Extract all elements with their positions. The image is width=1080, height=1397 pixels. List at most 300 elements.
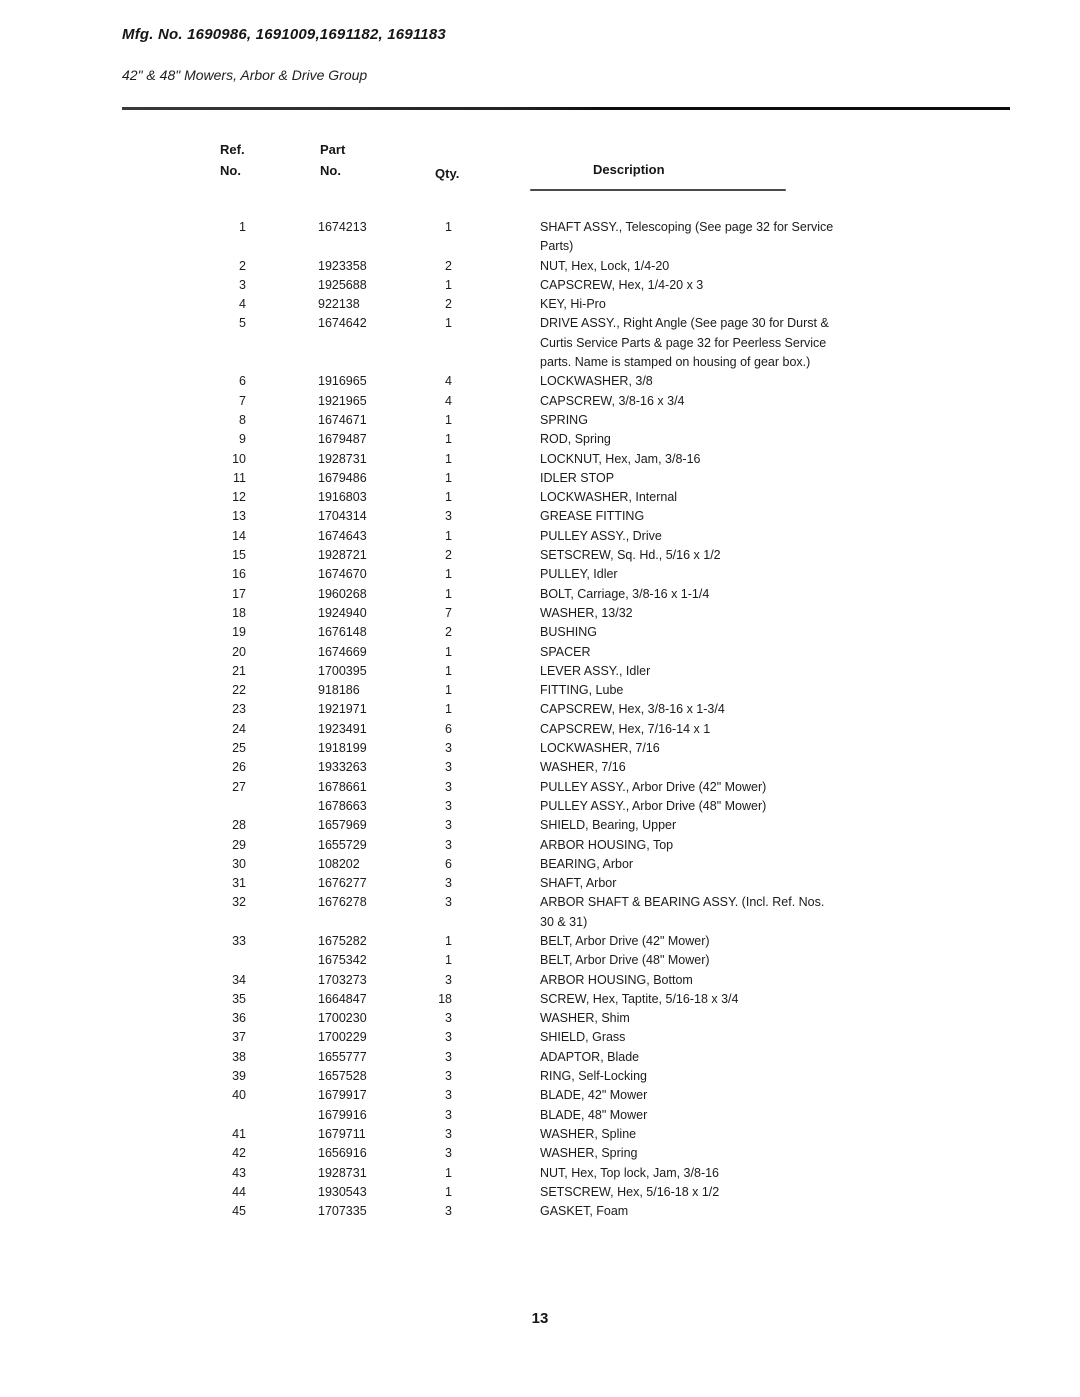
qty-cell: 3 bbox=[445, 760, 452, 775]
table-row bbox=[122, 430, 1022, 449]
part-no-cell: 1918199 bbox=[318, 741, 367, 756]
parts-table-header bbox=[122, 140, 1022, 196]
description-cell bbox=[540, 758, 1022, 777]
ref-no-cell bbox=[122, 1106, 248, 1125]
ref-no-cell: 39 bbox=[232, 1069, 246, 1084]
description-cell bbox=[540, 392, 1022, 411]
ref-no-cell: 30 bbox=[232, 856, 246, 871]
spacer-cell bbox=[458, 604, 540, 623]
ref-no-cell: 8 bbox=[239, 412, 246, 427]
description-line: CAPSCREW, Hex, 3/8-16 x 1-3/4 bbox=[540, 702, 725, 717]
description-line: BUSHING bbox=[540, 625, 597, 640]
qty-cell: 3 bbox=[445, 1204, 452, 1219]
description-cell bbox=[540, 778, 1022, 797]
description-cell bbox=[540, 990, 1022, 1009]
part-no-cell: 1676278 bbox=[318, 895, 367, 910]
qty-cell: 2 bbox=[445, 548, 452, 563]
part-no-cell: 1674642 bbox=[318, 316, 367, 331]
ref-no-cell: 20 bbox=[232, 644, 246, 659]
table-row bbox=[122, 488, 1022, 507]
spacer-cell bbox=[458, 971, 540, 990]
qty-cell: 1 bbox=[445, 528, 452, 543]
spacer-cell bbox=[458, 1106, 540, 1125]
part-no-cell: 1925688 bbox=[318, 277, 367, 292]
header-rule bbox=[122, 107, 1010, 110]
spacer-cell bbox=[458, 623, 540, 642]
column-header-part-no: Part bbox=[320, 142, 346, 157]
spacer-cell bbox=[458, 411, 540, 430]
qty-cell: 4 bbox=[445, 393, 452, 408]
part-no-cell: 1655777 bbox=[318, 1049, 367, 1064]
description-cell bbox=[540, 1144, 1022, 1163]
description-cell bbox=[540, 739, 1022, 758]
description-cell bbox=[540, 874, 1022, 893]
qty-cell: 3 bbox=[445, 741, 452, 756]
qty-cell: 3 bbox=[445, 818, 452, 833]
qty-cell: 1 bbox=[445, 412, 452, 427]
description-line: SCREW, Hex, Taptite, 5/16-18 x 3/4 bbox=[540, 991, 739, 1006]
description-line: RING, Self-Locking bbox=[540, 1069, 647, 1084]
qty-cell: 3 bbox=[445, 837, 452, 852]
table-row bbox=[122, 295, 1022, 314]
part-no-cell: 1923358 bbox=[318, 258, 367, 273]
qty-cell: 1 bbox=[445, 702, 452, 717]
part-no-cell: 1700229 bbox=[318, 1030, 367, 1045]
description-line: KEY, Hi-Pro bbox=[540, 297, 606, 312]
description-cell bbox=[540, 1009, 1022, 1028]
spacer-cell bbox=[458, 932, 540, 951]
qty-cell: 3 bbox=[445, 1011, 452, 1026]
qty-cell: 1 bbox=[445, 933, 452, 948]
spacer-cell bbox=[458, 1067, 540, 1086]
part-no-cell: 1679486 bbox=[318, 470, 367, 485]
ref-no-cell: 23 bbox=[232, 702, 246, 717]
description-cell bbox=[540, 507, 1022, 526]
part-no-cell: 1924940 bbox=[318, 605, 367, 620]
part-no-cell: 1703273 bbox=[318, 972, 367, 987]
table-row bbox=[122, 507, 1022, 526]
ref-no-cell: 19 bbox=[232, 625, 246, 640]
part-no-cell: 1676148 bbox=[318, 625, 367, 640]
description-line: ARBOR HOUSING, Top bbox=[540, 837, 674, 852]
description-cell bbox=[540, 951, 1022, 970]
ref-no-cell: 24 bbox=[232, 721, 246, 736]
description-line: CAPSCREW, 3/8-16 x 3/4 bbox=[540, 393, 685, 408]
spacer-cell bbox=[458, 797, 540, 816]
part-no-cell: 1679487 bbox=[318, 432, 367, 447]
spacer-cell bbox=[458, 392, 540, 411]
description-cell bbox=[540, 295, 1022, 314]
parts-table-body bbox=[122, 218, 1022, 1221]
ref-no-cell: 21 bbox=[232, 663, 246, 678]
table-row bbox=[122, 276, 1022, 295]
description-line: SPRING bbox=[540, 412, 588, 427]
description-line: CAPSCREW, Hex, 7/16-14 x 1 bbox=[540, 721, 711, 736]
description-underline bbox=[530, 189, 786, 191]
description-line: ROD, Spring bbox=[540, 432, 611, 447]
part-no-cell: 1923491 bbox=[318, 721, 367, 736]
ref-no-cell: 29 bbox=[232, 837, 246, 852]
ref-no-cell: 13 bbox=[232, 509, 246, 524]
description-line: BELT, Arbor Drive (42" Mower) bbox=[540, 933, 710, 948]
table-row bbox=[122, 1183, 1022, 1202]
part-no-cell: 1933263 bbox=[318, 760, 367, 775]
description-line: SHIELD, Bearing, Upper bbox=[540, 818, 677, 833]
spacer-cell bbox=[458, 314, 540, 372]
description-line: BOLT, Carriage, 3/8-16 x 1-1/4 bbox=[540, 586, 710, 601]
part-no-cell: 1921965 bbox=[318, 393, 367, 408]
qty-cell: 3 bbox=[445, 1030, 452, 1045]
qty-cell: 18 bbox=[438, 991, 452, 1006]
ref-no-cell: 33 bbox=[232, 933, 246, 948]
part-no-cell: 1676277 bbox=[318, 876, 367, 891]
table-row bbox=[122, 893, 1022, 932]
description-cell bbox=[540, 604, 1022, 623]
ref-no-cell: 45 bbox=[232, 1204, 246, 1219]
qty-cell: 3 bbox=[445, 509, 452, 524]
ref-no-cell: 40 bbox=[232, 1088, 246, 1103]
description-line: WASHER, Spring bbox=[540, 1146, 638, 1161]
description-cell bbox=[540, 1106, 1022, 1125]
description-cell bbox=[540, 585, 1022, 604]
qty-cell: 2 bbox=[445, 297, 452, 312]
part-no-cell: 1674213 bbox=[318, 220, 367, 234]
qty-cell: 3 bbox=[445, 1126, 452, 1141]
table-row bbox=[122, 662, 1022, 681]
description-cell bbox=[540, 1202, 1022, 1221]
spacer-cell bbox=[458, 430, 540, 449]
table-row bbox=[122, 604, 1022, 623]
description-line: parts. Name is stamped on housing of gear box.) bbox=[540, 355, 811, 370]
description-cell bbox=[540, 1183, 1022, 1202]
qty-cell: 1 bbox=[445, 316, 452, 331]
column-header-qty: Qty. bbox=[435, 166, 460, 181]
part-no-cell: 1678661 bbox=[318, 779, 367, 794]
spacer-cell bbox=[458, 1028, 540, 1047]
ref-no-cell bbox=[122, 951, 248, 970]
ref-no-cell: 2 bbox=[239, 258, 246, 273]
ref-no-cell: 1 bbox=[239, 220, 246, 234]
ref-no-cell: 25 bbox=[232, 741, 246, 756]
description-line: WASHER, 13/32 bbox=[540, 605, 633, 620]
qty-cell: 1 bbox=[445, 1184, 452, 1199]
ref-no-cell: 11 bbox=[233, 470, 246, 485]
spacer-cell bbox=[458, 450, 540, 469]
part-no-cell: 1928731 bbox=[318, 451, 367, 466]
qty-cell: 1 bbox=[445, 470, 452, 485]
spacer-cell bbox=[458, 874, 540, 893]
qty-cell: 1 bbox=[445, 451, 452, 466]
description-line: LEVER ASSY., Idler bbox=[540, 663, 651, 678]
qty-cell: 3 bbox=[445, 1088, 452, 1103]
document-header bbox=[122, 26, 1022, 83]
part-no-cell: 1657528 bbox=[318, 1069, 367, 1084]
ref-no-cell: 15 bbox=[232, 548, 246, 563]
ref-no-cell: 35 bbox=[232, 991, 246, 1006]
ref-no-cell: 10 bbox=[232, 451, 246, 466]
spacer-cell bbox=[458, 1086, 540, 1105]
description-line: CAPSCREW, Hex, 1/4-20 x 3 bbox=[540, 277, 704, 292]
qty-cell: 1 bbox=[445, 220, 452, 234]
table-row bbox=[122, 469, 1022, 488]
part-no-cell: 1960268 bbox=[318, 586, 367, 601]
description-line: BLADE, 48" Mower bbox=[540, 1107, 648, 1122]
description-line: PULLEY ASSY., Drive bbox=[540, 528, 662, 543]
description-line: SHAFT, Arbor bbox=[540, 876, 617, 891]
table-row bbox=[122, 758, 1022, 777]
ref-no-cell: 38 bbox=[232, 1049, 246, 1064]
qty-cell: 2 bbox=[445, 258, 452, 273]
spacer-cell bbox=[458, 739, 540, 758]
part-no-cell: 1678663 bbox=[318, 798, 367, 813]
description-cell bbox=[540, 797, 1022, 816]
spacer-cell bbox=[458, 758, 540, 777]
qty-cell: 3 bbox=[445, 1049, 452, 1064]
description-cell bbox=[540, 450, 1022, 469]
description-cell bbox=[540, 411, 1022, 430]
part-no-cell: 1656916 bbox=[318, 1146, 367, 1161]
part-no-cell: 1679916 bbox=[318, 1107, 367, 1122]
table-row bbox=[122, 778, 1022, 797]
ref-no-cell: 6 bbox=[239, 374, 246, 389]
ref-no-cell: 18 bbox=[232, 605, 246, 620]
description-line: SHAFT ASSY., Telescoping (See page 32 for Service bbox=[540, 220, 834, 234]
description-cell bbox=[540, 565, 1022, 584]
ref-no-cell: 44 bbox=[232, 1184, 246, 1199]
description-cell bbox=[540, 643, 1022, 662]
ref-no-cell: 27 bbox=[232, 779, 246, 794]
description-line: BEARING, Arbor bbox=[540, 856, 634, 871]
spacer-cell bbox=[458, 276, 540, 295]
description-cell bbox=[540, 1028, 1022, 1047]
table-row bbox=[122, 257, 1022, 276]
description-cell bbox=[540, 662, 1022, 681]
ref-no-cell: 34 bbox=[232, 972, 246, 987]
qty-cell: 4 bbox=[445, 374, 452, 389]
table-row bbox=[122, 527, 1022, 546]
table-row bbox=[122, 971, 1022, 990]
table-row bbox=[122, 314, 1022, 372]
description-cell bbox=[540, 623, 1022, 642]
description-cell bbox=[540, 1125, 1022, 1144]
table-row bbox=[122, 1009, 1022, 1028]
spacer-cell bbox=[458, 507, 540, 526]
table-row bbox=[122, 392, 1022, 411]
description-line: BLADE, 42" Mower bbox=[540, 1088, 648, 1103]
part-no-cell: 1664847 bbox=[318, 991, 367, 1006]
table-row bbox=[122, 218, 1022, 257]
table-row bbox=[122, 450, 1022, 469]
qty-cell: 1 bbox=[445, 490, 452, 505]
description-line: WASHER, 7/16 bbox=[540, 760, 626, 775]
description-line: SHIELD, Grass bbox=[540, 1030, 626, 1045]
table-row bbox=[122, 1048, 1022, 1067]
spacer-cell bbox=[458, 1125, 540, 1144]
column-header-ref-no: Ref. bbox=[220, 142, 245, 157]
spacer-cell bbox=[458, 836, 540, 855]
qty-cell: 6 bbox=[445, 721, 452, 736]
spacer-cell bbox=[458, 662, 540, 681]
mfg-number-line: Mfg. No. 1690986, 1691009,1691182, 1691183 bbox=[122, 26, 446, 43]
ref-no-cell: 36 bbox=[232, 1011, 246, 1026]
description-cell bbox=[540, 893, 1022, 932]
part-no-cell: 1657969 bbox=[318, 818, 367, 833]
description-line: ARBOR HOUSING, Bottom bbox=[540, 972, 693, 987]
ref-no-cell: 37 bbox=[232, 1030, 246, 1045]
ref-no-cell: 16 bbox=[232, 567, 246, 582]
spacer-cell bbox=[458, 218, 540, 257]
table-row bbox=[122, 990, 1022, 1009]
ref-no-cell: 32 bbox=[232, 895, 246, 910]
spacer-cell bbox=[458, 855, 540, 874]
spacer-cell bbox=[458, 565, 540, 584]
qty-cell: 3 bbox=[445, 1146, 452, 1161]
part-no-cell: 1674669 bbox=[318, 644, 367, 659]
part-no-cell: 1700395 bbox=[318, 663, 367, 678]
qty-cell: 1 bbox=[445, 432, 452, 447]
part-no-cell: 1930543 bbox=[318, 1184, 367, 1199]
ref-no-cell: 12 bbox=[232, 490, 246, 505]
spacer-cell bbox=[458, 700, 540, 719]
table-row bbox=[122, 1067, 1022, 1086]
ref-no-cell: 5 bbox=[239, 316, 246, 331]
column-header-description: Description bbox=[593, 162, 665, 177]
part-no-cell: 1655729 bbox=[318, 837, 367, 852]
spacer-cell bbox=[458, 1202, 540, 1221]
part-no-cell: 1675342 bbox=[318, 953, 367, 968]
description-cell bbox=[540, 720, 1022, 739]
description-line: PULLEY ASSY., Arbor Drive (42" Mower) bbox=[540, 779, 767, 794]
part-no-cell: 1921971 bbox=[318, 702, 367, 717]
description-line: ADAPTOR, Blade bbox=[540, 1049, 640, 1064]
spacer-cell bbox=[458, 778, 540, 797]
table-row bbox=[122, 1106, 1022, 1125]
description-line: GASKET, Foam bbox=[540, 1204, 629, 1219]
spacer-cell bbox=[458, 816, 540, 835]
description-cell bbox=[540, 1048, 1022, 1067]
ref-no-cell: 3 bbox=[239, 277, 246, 292]
table-row bbox=[122, 1125, 1022, 1144]
spacer-cell bbox=[458, 1164, 540, 1183]
description-line: BELT, Arbor Drive (48" Mower) bbox=[540, 953, 710, 968]
column-header-part-no: No. bbox=[320, 163, 341, 178]
description-line: ARBOR SHAFT & BEARING ASSY. (Incl. Ref. Nos. bbox=[540, 895, 825, 910]
spacer-cell bbox=[458, 1183, 540, 1202]
description-cell bbox=[540, 681, 1022, 700]
description-line: GREASE FITTING bbox=[540, 509, 645, 524]
ref-no-cell: 22 bbox=[232, 683, 246, 698]
description-cell bbox=[540, 971, 1022, 990]
description-line: IDLER STOP bbox=[540, 470, 615, 485]
part-no-cell: 1700230 bbox=[318, 1011, 367, 1026]
description-line: Parts) bbox=[540, 239, 574, 254]
qty-cell: 1 bbox=[445, 663, 452, 678]
spacer-cell bbox=[458, 720, 540, 739]
ref-no-cell: 26 bbox=[232, 760, 246, 775]
description-line: Curtis Service Parts & page 32 for Peerless Service bbox=[540, 335, 827, 350]
table-row bbox=[122, 681, 1022, 700]
spacer-cell bbox=[458, 1144, 540, 1163]
description-cell bbox=[540, 700, 1022, 719]
ref-no-cell: 14 bbox=[232, 528, 246, 543]
part-no-cell: 1704314 bbox=[318, 509, 367, 524]
spacer-cell bbox=[458, 681, 540, 700]
description-line: LOCKWASHER, 3/8 bbox=[540, 374, 653, 389]
part-no-cell: 1928721 bbox=[318, 548, 367, 563]
parts-table bbox=[122, 140, 1022, 1221]
table-row bbox=[122, 797, 1022, 816]
table-row bbox=[122, 951, 1022, 970]
table-row bbox=[122, 643, 1022, 662]
qty-cell: 1 bbox=[445, 277, 452, 292]
part-no-cell: 1674670 bbox=[318, 567, 367, 582]
description-line: DRIVE ASSY., Right Angle (See page 30 for Durst & bbox=[540, 316, 829, 331]
spacer-cell bbox=[458, 1009, 540, 1028]
description-line: LOCKWASHER, 7/16 bbox=[540, 741, 660, 756]
table-row bbox=[122, 720, 1022, 739]
column-header-ref-no: No. bbox=[220, 163, 241, 178]
ref-no-cell bbox=[122, 797, 248, 816]
qty-cell: 3 bbox=[445, 1107, 452, 1122]
table-row bbox=[122, 1086, 1022, 1105]
spacer-cell bbox=[458, 488, 540, 507]
description-cell bbox=[540, 932, 1022, 951]
qty-cell: 1 bbox=[445, 586, 452, 601]
qty-cell: 1 bbox=[445, 683, 452, 698]
part-no-cell: 108202 bbox=[318, 856, 360, 871]
ref-no-cell: 4 bbox=[239, 297, 246, 312]
qty-cell: 3 bbox=[445, 1069, 452, 1084]
table-row bbox=[122, 565, 1022, 584]
description-cell bbox=[540, 276, 1022, 295]
spacer-cell bbox=[458, 527, 540, 546]
spacer-cell bbox=[458, 643, 540, 662]
description-line: SETSCREW, Hex, 5/16-18 x 1/2 bbox=[540, 1184, 720, 1199]
description-line: WASHER, Shim bbox=[540, 1011, 630, 1026]
description-cell bbox=[540, 836, 1022, 855]
table-row bbox=[122, 1144, 1022, 1163]
table-row bbox=[122, 585, 1022, 604]
part-no-cell: 1675282 bbox=[318, 933, 367, 948]
description-cell bbox=[540, 430, 1022, 449]
page-number: 13 bbox=[531, 1310, 549, 1327]
description-cell bbox=[540, 257, 1022, 276]
description-cell bbox=[540, 218, 1022, 257]
qty-cell: 7 bbox=[445, 605, 452, 620]
table-row bbox=[122, 1164, 1022, 1183]
description-cell bbox=[540, 1164, 1022, 1183]
table-row bbox=[122, 1202, 1022, 1221]
description-cell bbox=[540, 527, 1022, 546]
table-row bbox=[122, 700, 1022, 719]
description-cell bbox=[540, 546, 1022, 565]
part-no-cell: 1707335 bbox=[318, 1204, 367, 1219]
description-line: WASHER, Spline bbox=[540, 1126, 637, 1141]
spacer-cell bbox=[458, 257, 540, 276]
qty-cell: 1 bbox=[445, 1165, 452, 1180]
description-line: SPACER bbox=[540, 644, 591, 659]
spacer-cell bbox=[458, 1048, 540, 1067]
part-no-cell: 1674671 bbox=[318, 412, 367, 427]
qty-cell: 3 bbox=[445, 895, 452, 910]
spacer-cell bbox=[458, 546, 540, 565]
table-row bbox=[122, 623, 1022, 642]
spacer-cell bbox=[458, 893, 540, 932]
qty-cell: 3 bbox=[445, 876, 452, 891]
description-line: PULLEY, Idler bbox=[540, 567, 618, 582]
spacer-cell bbox=[458, 951, 540, 970]
part-no-cell: 1916965 bbox=[318, 374, 367, 389]
